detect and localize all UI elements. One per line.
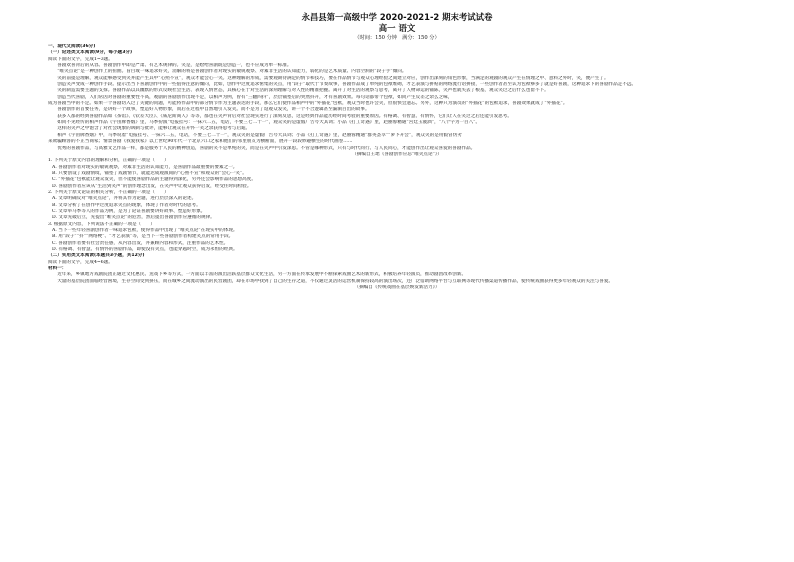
source-note: （摘编自王珺《喜剧创作应忌“唯笑点论”》） xyxy=(352,151,442,157)
text-line: 优秀的喜剧作品，与高雅文艺作品一样，都是服务于人民的精神创造，喜剧的笑不是单纯的笑，而是在笑声中引发深思。不管是哪种形式，只有与时代同行、与人民同心，才能创作出让观众喜爱的喜剧作品。 xyxy=(48,145,476,151)
text-line: D. 文章先破后立，先提出“唯笑点论”的危害，然后提出喜剧创作应遵循的规律。 xyxy=(52,215,215,221)
section-heading: 材料一： xyxy=(48,266,67,272)
text-line: C. 文章举马季等人的作品为例，是为了论证喜剧要讲好故事、塑造好形象。 xyxy=(52,208,206,214)
text-line: 2. 下列关于原文论证的相关分析，不正确的一项是（ ） xyxy=(48,189,169,195)
section-heading: （一）论述类文本阅读(9分，每小题3分) xyxy=(48,50,133,56)
text-line: 阅读下面的文字，完成1~3题。 xyxy=(48,56,113,62)
text-line: D. 有格调、有智慧、有情怀的喜剧作品，即使没有笑点，也能穿越时空，成为永恒的经典。 xyxy=(52,247,238,252)
text-line: A. 文章明确反对“唯笑点论”，并将其作为论题，进行层层深入的论述。 xyxy=(52,196,197,202)
text-line: “唯笑点论”是一种创作上的扭曲。盲目或一味追求好笑，消解的将是喜剧创作者对现实的敏锐观察、对素非生活的认知能力，弱化的是艺术质量、内容空洞的“段子手”倾向。 xyxy=(48,69,407,75)
text-line: 这样的笑声之中饱含了对社会现象的讽刺与批评，能够让观众在开怀一笑之余获得思考与启迪。 xyxy=(48,126,251,132)
text-line: 大量的基层院团面临经营困境，生存空间受到挤压，而在城乡之间流动演出的民营剧团，却在市场中找到了自己的生存之道，不仅通过灵活的运营机制保持较高的演出场次，还广泛借助网络平台与互联网等现代传播渠道传播作品，使传统戏曲获得更多年轻观众的关注与喜爱。 xyxy=(48,278,614,284)
text-line: A. 当下一些年轻喜剧创作者一味追求包袱，使得作品中出现了“唯笑点论”在现实中的体现。 xyxy=(52,227,238,233)
text-line: 笑的制造需要主题的支撑。喜剧作品以其幽默的形式反映社会生活、表现人情世态，其核心在于对生活的深刻理解与对人性的精准把握。离开了对生活的观察与思考，离开了人物命运的铺陈，笑声也就失去了根基，观众笑过之后什么也留不下。 xyxy=(48,88,549,94)
text-line: 如同不见经传的相声作品《宇宙牌香烟》里，马季扮演“电报挂号：一抹六二五，电话，不要三七二十一”，观众笑的是虚假广告夸大其词；小品《打工奇遇》里，赵丽蓉精通“宫廷玉液酒”，“八个字为一百八”。 xyxy=(48,120,481,126)
text-line: 来欺骗顾客的不正当商家；情景喜剧《我爱我家》以上世纪90年代一个北京六口之家和他们的邻里朋友为横断面，展开一段段妙趣横生的时代画卷…… xyxy=(48,139,353,145)
text-line: A. 喜剧创作者对现实的敏锐观察，对素非生活的认知能力，是喜剧作品最重要的要素之一。 xyxy=(52,164,238,170)
text-line: B. 只要创设了戏剧情境，铺垫了戏剧情节，就能达成观演间的“心照不宣”和观众的“会心一笑”。 xyxy=(52,170,247,176)
text-line: B. 文章分析了在创作中过度追求笑点的现象，体现了作者对时代的思考。 xyxy=(52,202,201,208)
text-line: 喜剧创作的首要任务，是讲好一个故事，塑造好人物形象，而后在过程中自然地引人发笑。而不是为了逗观众发笑，讲一个不合逻辑甚至漏洞百出的故事。 xyxy=(48,107,370,113)
text-line: 相声《宇宙牌香烟》中，马季说着“电报挂号、一抹六二五，电话，不要三七二十一”，观众笑的是虚假广告夸大其词；小品《打工奇遇》里，赵丽蓉精通“群英荟萃”“萝卜开会”，观众笑的是用假冒伪劣 xyxy=(48,132,462,138)
source-note: （摘编自《传统戏曲在基层焕发新活力》） xyxy=(354,285,440,291)
exam-title: 永昌县第一高级中学 2020-2021-2 期末考试试卷 xyxy=(301,12,493,22)
text-line: 近年来，乡镇地方戏剧院团正通过文化惠民、送戏下乡等方式，一方面以丰富的演出活跃基层群众文化生活，另一方面在传承发展中不断探索戏曲艺术的新形式，积极培养年轻演员，推动剧团改革创新。 xyxy=(48,272,467,278)
text-line: C. 喜剧创作者要有社会责任感，从内容出发，并兼顾内容和形式，注重作品的艺术性。 xyxy=(52,240,229,246)
text-line: 阅读下面的文字，完成4~6题。 xyxy=(48,259,113,265)
text-line: 创造笑声变成一种创作手段。提示出当下喜剧创作中的一些值得注意的倾向，比如，创作中过度追求密集的笑点，用“段子”取代于节奏故事，喜剧作品成了单纯的包袱堆砌，才艺表演与拼贴的网络流行语拼接，一些创作者甚至认为包袱够多了就是好喜剧，这种追求下的喜剧作品走不远。 xyxy=(48,82,637,88)
exam-meta: （时间：150 分钟 满分：150 分） xyxy=(354,35,440,41)
text-line: 1. 下列关于原文内容的理解和分析，正确的一项是（ ） xyxy=(48,158,169,164)
text-line: 成为喜剧当中的不足。如果一个喜剧切入过了关键的问题，可能将作品中的部分情节作为主题表达的手段，那么它们使作品相声中的“外插花”包袱，观众当时也许会笑，但很快会遗忘。另外，这种只为演员的“外插花”的包袱追求，喜剧效果就成了“外插花”。 xyxy=(48,101,568,107)
section-heading: 一、现代文阅读(36分) xyxy=(48,44,96,49)
text-line: 3. 根据原文内容，下列说法不正确的一项是（ ） xyxy=(48,221,155,227)
exam-subject: 高一 语文 xyxy=(378,23,416,33)
text-line: 喜剧欢喜背后的从容。喜剧创作中即是严肃、有艺术规律的。笑是，是绘给喜剧既是创造一，也不应成为单一标准。 xyxy=(48,63,292,69)
text-line: 获多人都的经典喜剧作品如《茶馆》、《钦差大臣》、《威尼斯商人》等等，都也在笑声背后对社会现实进行了深刻反思，这是经典作品能历经时间考验的重要原因。有格调、有智慧、有情怀，它们让人在笑过之后还能引发思考。 xyxy=(48,113,512,119)
section-heading: （二）实用类文本阅读(本题共3小题，共12分) xyxy=(48,253,145,259)
text-line: B. 用“段子”“抖”“网络梗”、“才艺表演”等，是当下一些喜剧创作者构建笑点的常用手段。 xyxy=(52,234,234,240)
text-line: D. 喜剧创作者应该从“生活到笑声”的创作理念出发，在笑声中让观众获得启发，经受住时间检验。 xyxy=(52,183,252,189)
exam-body xyxy=(48,44,746,291)
text-line: 创造当代喜剧，人们常因对喜剧的重要性不高，观剧的喜剧创作出现不足，以相声为例，曾有“三翻四抖”，层层铺垫后的突然抖开，才有喜剧效果。每句话都带个包袱，如同产生反差之余么乏味， xyxy=(48,94,453,100)
text-line: 笑的前提是理解，观众能够感受到笑并能产生其中“心照不宣”，观众才能会心一笑。这种理解的形成，需要观期待满足的情节和技巧，要在作品情节与观众心理经验之间建立对应，创作出深刻的角色形象，当满足的观剧的观众产生在情理之中、意料之外时，笑，便产生了。 xyxy=(48,75,609,81)
text-line: C. “外插花”包袱能让观众发笑，但不能使喜剧作品的主题得到深化，另外还会影响作品的思想高度。 xyxy=(52,177,256,183)
